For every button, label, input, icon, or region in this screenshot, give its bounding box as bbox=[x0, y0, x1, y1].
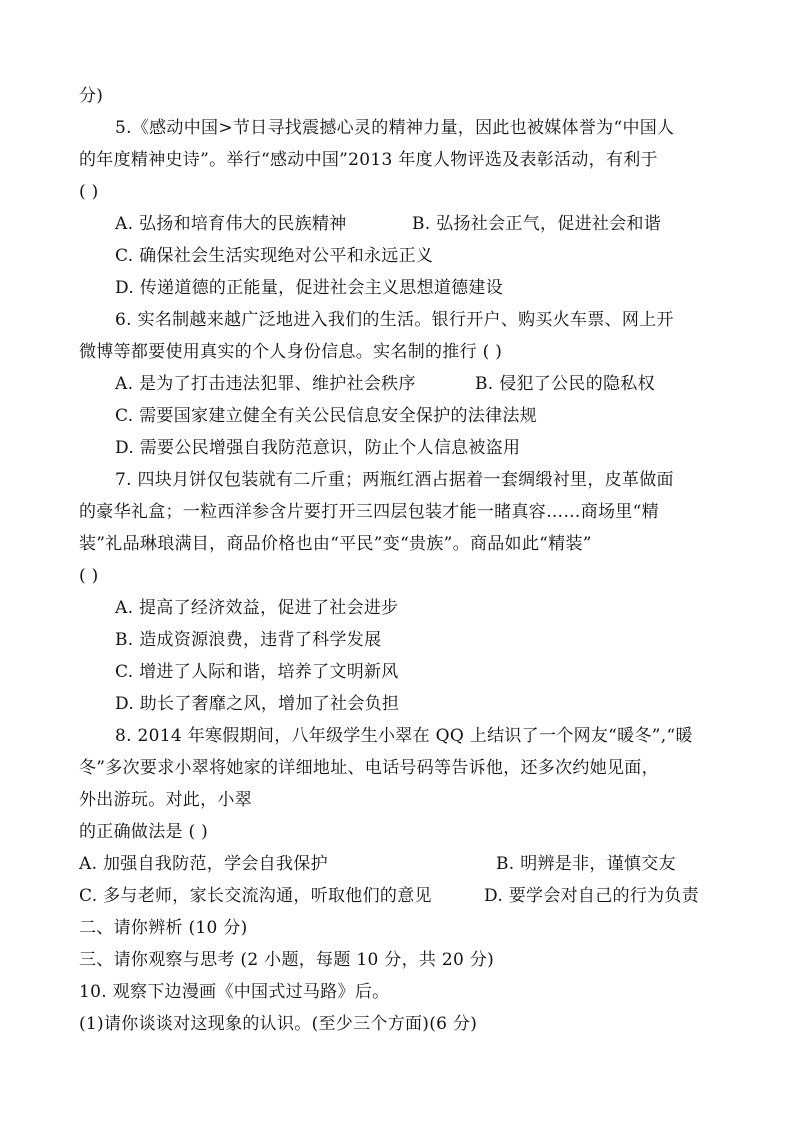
option-d: D. 传递道德的正能量，促进社会主义思想道德建设 bbox=[115, 278, 504, 298]
option-b: B. 侵犯了公民的隐私权 bbox=[475, 374, 655, 394]
answer-bracket: ( ) bbox=[79, 182, 99, 202]
question-8-stem-cont: 外出游玩。对此，小翠 bbox=[79, 790, 252, 810]
option-c: C. 需要国家建立健全有关公民信息安全保护的法律法规 bbox=[115, 406, 538, 426]
option-c: C. 多与老师，家长交流沟通，听取他们的意见 bbox=[79, 886, 432, 906]
option-a: A. 提高了经济效益，促进了社会进步 bbox=[115, 598, 399, 618]
question-7-stem: 7. 四块月饼仅包装就有二斤重；两瓶红酒占据着一套绸缎衬里，皮革做面 bbox=[115, 470, 674, 490]
option-b: B. 造成资源浪费，违背了科学发展 bbox=[115, 630, 382, 650]
option-a: A. 弘扬和培育伟大的民族精神 bbox=[115, 214, 347, 234]
answer-bracket: ( ) bbox=[79, 566, 99, 586]
question-6-stem: 6. 实名制越来越广泛地进入我们的生活。银行开户、购买火车票、网上开 bbox=[115, 310, 674, 330]
question-8-stem: 8. 2014 年寒假期间，八年级学生小翠在 QQ 上结识了一个网友“暖冬”,“暖 bbox=[115, 726, 693, 746]
question-10-stem: 10. 观察下边漫画《中国式过马路》后。 bbox=[79, 982, 390, 1002]
question-6-stem-cont: 微博等都要使用真实的个人身份信息。实名制的推行 ( ) bbox=[79, 342, 503, 362]
question-8-stem-cont: 的正确做法是 ( ) bbox=[79, 822, 209, 842]
option-d: D. 需要公民增强自我防范意识，防止个人信息被盗用 bbox=[115, 438, 521, 458]
question-10-part-1: (1)请你谈谈对这现象的认识。(至少三个方面)(6 分) bbox=[79, 1014, 478, 1034]
question-7-stem-cont: 装”礼品琳琅满目，商品价格也由“平民”变“贵族”。商品如此“精装” bbox=[79, 534, 592, 554]
question-5-stem-cont: 的年度精神史诗”。举行“感动中国”2013 年度人物评选及表彰活动，有利于 bbox=[79, 150, 658, 170]
question-5-stem: 5.《感动中国>节日寻找震撼心灵的精神力量，因此也被媒体誉为“中国人 bbox=[115, 118, 675, 138]
option-b: B. 明辨是非，谨慎交友 bbox=[496, 854, 676, 874]
section-heading: 三、请你观察与思考 (2 小题，每题 10 分，共 20 分) bbox=[79, 950, 495, 970]
option-a: A. 是为了打击违法犯罪、维护社会秩序 bbox=[115, 374, 416, 394]
option-d: D. 助长了奢靡之风，增加了社会负担 bbox=[115, 694, 400, 714]
option-c: C. 确保社会生活实现绝对公平和永远正义 bbox=[115, 246, 434, 266]
text-line: 分) bbox=[79, 86, 104, 106]
option-d: D. 要学会对自己的行为负责 bbox=[484, 886, 700, 906]
option-c: C. 增进了人际和谐，培养了文明新风 bbox=[115, 662, 399, 682]
question-8-stem-cont: 冬”多次要求小翠将她家的详细地址、电话号码等告诉他，还多次约她见面， bbox=[79, 758, 659, 778]
question-7-stem-cont: 的豪华礼盒；一粒西洋参含片要打开三四层包装才能一睹真容……商场里“精 bbox=[79, 502, 659, 522]
section-heading: 二、请你辨析 (10 分) bbox=[79, 918, 248, 938]
option-a: A. 加强自我防范，学会自我保护 bbox=[79, 854, 328, 874]
option-b: B. 弘扬社会正气，促进社会和谐 bbox=[412, 214, 662, 234]
